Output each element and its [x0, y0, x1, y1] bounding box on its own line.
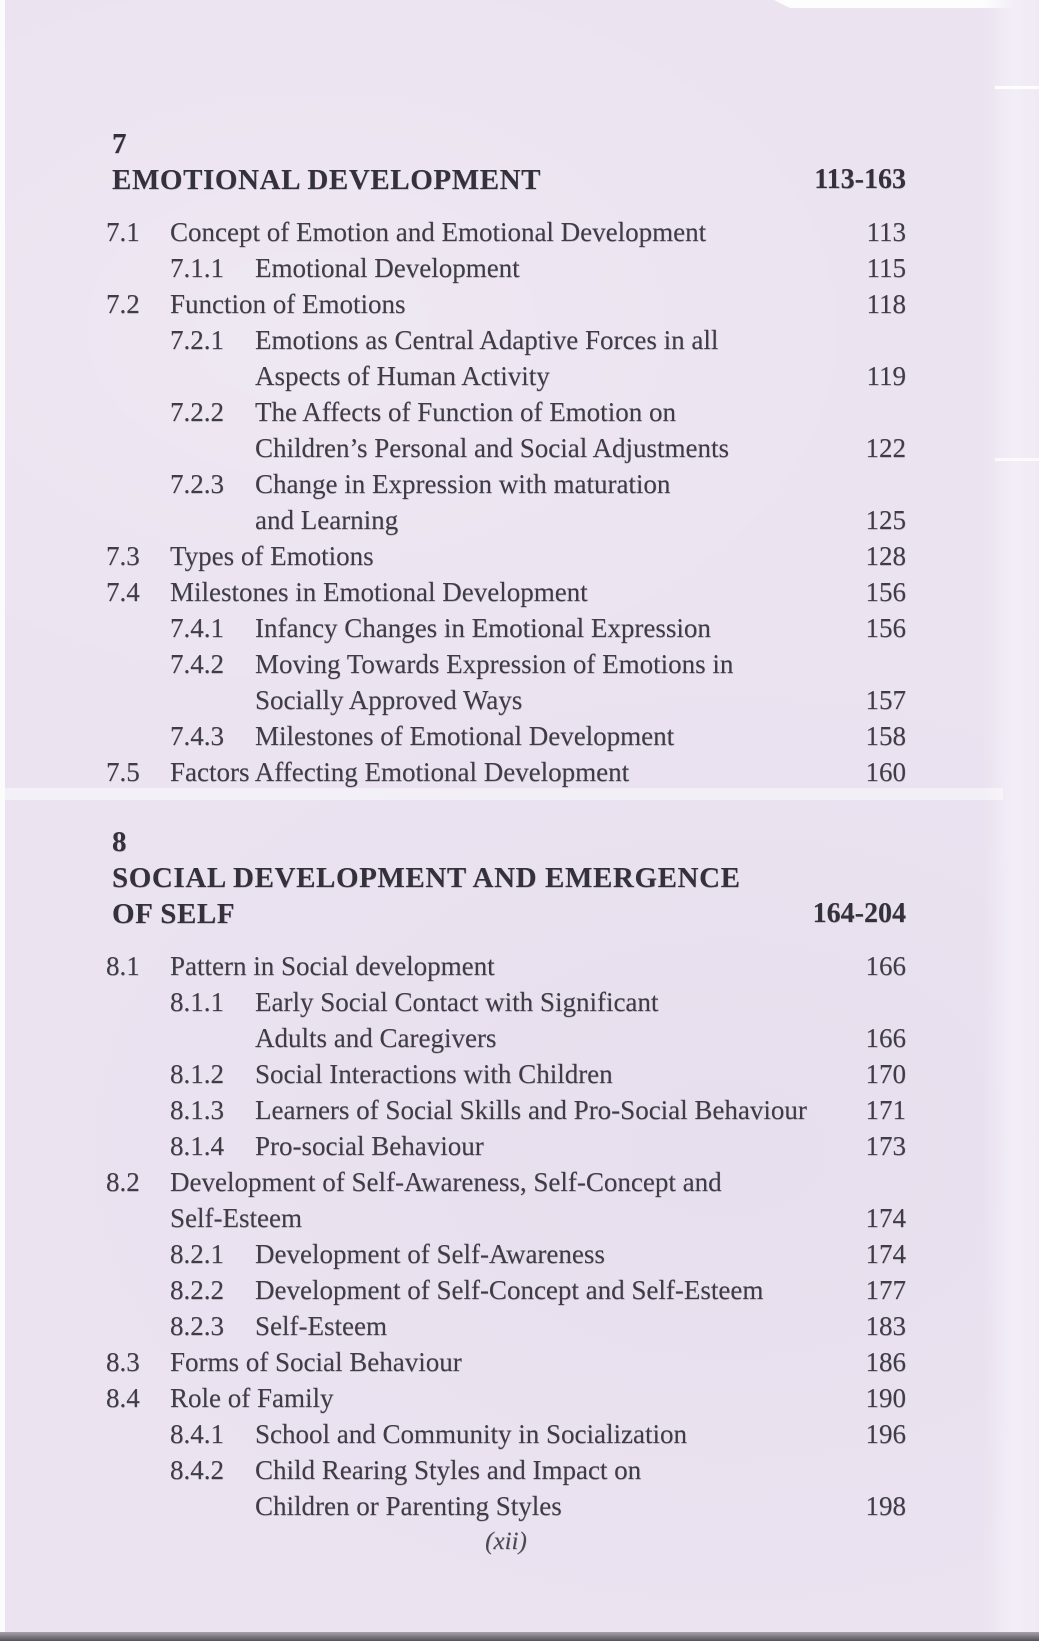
- entry-number: 8.2.3: [170, 1311, 224, 1341]
- toc-entry: [170, 1200, 906, 1236]
- entry-title: Adults and Caregivers: [255, 1023, 497, 1053]
- toc-entry: [255, 358, 906, 394]
- toc-entry: [106, 754, 906, 790]
- entry-page: 122: [865, 433, 906, 463]
- toc-entry: [170, 984, 906, 1020]
- entry-page: 174: [865, 1203, 906, 1233]
- entry-page: [896, 1164, 906, 1200]
- entry-title: and Learning: [255, 505, 399, 535]
- chapter-title-line: [106, 162, 906, 198]
- toc-entry: [170, 322, 906, 358]
- toc-entry: [170, 1236, 906, 1272]
- entry-title: Milestones in Emotional Development: [170, 577, 588, 607]
- scan-edge-bottom: [0, 1632, 1039, 1641]
- entry-page: [896, 1452, 906, 1488]
- chapter-title: OF SELF: [112, 898, 236, 930]
- chapter-title-line: [106, 896, 906, 932]
- entry-title: Social Interactions with Children: [255, 1059, 613, 1089]
- entry-page: 157: [865, 685, 906, 715]
- entry-page: 113: [866, 217, 906, 247]
- toc-entry: [106, 1164, 906, 1200]
- entry-number: 7.4.1: [170, 613, 224, 643]
- entry-page: 166: [865, 1023, 906, 1053]
- toc-entry: [255, 1488, 906, 1524]
- entry-page: 115: [866, 253, 906, 283]
- entry-number: 8.1.2: [170, 1059, 224, 1089]
- entry-title: Development of Self-Awareness: [255, 1239, 605, 1269]
- entry-page: 128: [865, 541, 906, 571]
- entry-number: 8.4: [106, 1383, 140, 1413]
- entry-title: The Affects of Function of Emotion on: [255, 397, 676, 427]
- entry-title: Concept of Emotion and Emotional Development: [170, 217, 707, 247]
- toc-entry: [170, 1272, 906, 1308]
- toc-entry: [106, 948, 906, 984]
- entry-page: [896, 466, 906, 502]
- entry-number: 8.1.1: [170, 987, 224, 1017]
- toc-entry: [170, 610, 906, 646]
- toc-entry: [255, 682, 906, 718]
- entry-page: 118: [866, 289, 906, 319]
- entry-title: Pattern in Social development: [170, 951, 495, 981]
- chapter-title: EMOTIONAL DEVELOPMENT: [112, 164, 542, 196]
- entry-page: 174: [865, 1239, 906, 1269]
- toc-entry: [170, 646, 906, 682]
- entry-number: 7.2.1: [170, 325, 224, 355]
- toc-entry: [170, 1128, 906, 1164]
- entry-title: Self-Esteem: [170, 1203, 302, 1233]
- entry-title: Pro-social Behaviour: [255, 1131, 484, 1161]
- entry-title: Milestones of Emotional Development: [255, 721, 675, 751]
- entry-page: [896, 394, 906, 430]
- entry-title: Forms of Social Behaviour: [170, 1347, 462, 1377]
- entry-page: 177: [865, 1275, 906, 1305]
- entry-number: 7.2.3: [170, 469, 224, 499]
- chapter-heading: [106, 162, 906, 198]
- toc-entry: [170, 250, 906, 286]
- toc-entry: [170, 466, 906, 502]
- entry-page: 170: [865, 1059, 906, 1089]
- entry-title: Infancy Changes in Emotional Expression: [255, 613, 711, 643]
- entry-page: 158: [865, 721, 906, 751]
- toc-entry: [255, 430, 906, 466]
- entry-page: 196: [865, 1419, 906, 1449]
- entry-page: 183: [865, 1311, 906, 1341]
- toc-entry: [106, 286, 906, 322]
- toc-entry: [106, 574, 906, 610]
- entry-title: Emotions as Central Adaptive Forces in all: [255, 325, 719, 355]
- entry-page: 166: [865, 951, 906, 981]
- entry-title: Factors Affecting Emotional Development: [170, 757, 630, 787]
- entry-title: Development of Self-Concept and Self-Esteem: [255, 1275, 764, 1305]
- entry-title: Change in Expression with maturation: [255, 469, 671, 499]
- entry-title: Child Rearing Styles and Impact on: [255, 1455, 642, 1485]
- toc-entry: [170, 1056, 906, 1092]
- entry-list: [106, 214, 906, 790]
- entry-page: 190: [865, 1383, 906, 1413]
- entry-title: Emotional Development: [255, 253, 520, 283]
- chapter-title: SOCIAL DEVELOPMENT AND EMERGENCE: [112, 862, 741, 894]
- entry-number: 7.2.2: [170, 397, 224, 427]
- entry-title: Types of Emotions: [170, 541, 374, 571]
- toc: [106, 126, 906, 1524]
- entry-page: 198: [865, 1491, 906, 1521]
- toc-entry: [170, 1092, 906, 1128]
- toc-chapter: [106, 824, 906, 1524]
- toc-entry: [106, 538, 906, 574]
- entry-number: 8.1.3: [170, 1095, 224, 1125]
- entry-title: Moving Towards Expression of Emotions in: [255, 649, 734, 679]
- chapter-title-line: [106, 860, 906, 896]
- entry-number: 7.1.1: [170, 253, 224, 283]
- entry-list: [106, 948, 906, 1524]
- toc-entry: [170, 1452, 906, 1488]
- entry-page: [896, 646, 906, 682]
- entry-number: 8.3: [106, 1347, 140, 1377]
- entry-number: 7.3: [106, 541, 140, 571]
- chapter-number: 7: [112, 128, 127, 160]
- toc-entry: [170, 1308, 906, 1344]
- entry-title: Function of Emotions: [170, 289, 406, 319]
- scan-artifact-line: [995, 86, 1039, 89]
- entry-title: Aspects of Human Activity: [255, 361, 550, 391]
- chapter-page-range: 113-163: [814, 164, 906, 195]
- entry-title: Children’s Personal and Social Adjustments: [255, 433, 729, 463]
- scan-artifact-line: [995, 458, 1039, 461]
- entry-page: [896, 322, 906, 358]
- toc-entry: [170, 394, 906, 430]
- entry-page: 125: [865, 505, 906, 535]
- entry-page: 119: [866, 361, 906, 391]
- entry-title: Self-Esteem: [255, 1311, 387, 1341]
- entry-title: Development of Self-Awareness, Self-Concept and: [170, 1167, 722, 1197]
- entry-page: 171: [865, 1095, 906, 1125]
- entry-title: Role of Family: [170, 1383, 334, 1413]
- entry-number: 7.4: [106, 577, 140, 607]
- toc-entry: [170, 718, 906, 754]
- entry-number: 7.1: [106, 217, 140, 247]
- toc-entry: [106, 1380, 906, 1416]
- entry-page: 156: [865, 613, 906, 643]
- entry-number: 7.4.2: [170, 649, 224, 679]
- entry-number: 8.1.4: [170, 1131, 224, 1161]
- entry-number: 8.2.2: [170, 1275, 224, 1305]
- toc-entry: [170, 1416, 906, 1452]
- scan-edge-right: [983, 0, 1039, 1641]
- entry-title: School and Community in Socialization: [255, 1419, 687, 1449]
- chapter-heading: [106, 860, 906, 932]
- entry-number: 7.2: [106, 289, 140, 319]
- toc-entry: [106, 214, 906, 250]
- entry-title: Learners of Social Skills and Pro-Social Behaviour: [255, 1095, 807, 1125]
- toc-entry: [255, 1020, 906, 1056]
- toc-entry: [255, 502, 906, 538]
- entry-number: 8.2.1: [170, 1239, 224, 1269]
- chapter-number: 8: [112, 826, 127, 858]
- toc-entry: [106, 1344, 906, 1380]
- entry-page: 156: [865, 577, 906, 607]
- entry-number: 8.2: [106, 1167, 140, 1197]
- toc-chapter: [106, 126, 906, 790]
- entry-title: Socially Approved Ways: [255, 685, 523, 715]
- entry-number: 8.1: [106, 951, 140, 981]
- entry-page: 160: [865, 757, 906, 787]
- chapter-page-range: 164-204: [812, 898, 906, 929]
- entry-page: [896, 984, 906, 1020]
- entry-title: Children or Parenting Styles: [255, 1491, 562, 1521]
- scan-edge-left: [0, 0, 5, 1641]
- page-number-footer: (xii): [485, 1528, 527, 1555]
- entry-number: 8.4.1: [170, 1419, 224, 1449]
- entry-title: Early Social Contact with Significant: [255, 987, 659, 1017]
- entry-page: 186: [865, 1347, 906, 1377]
- entry-number: 8.4.2: [170, 1455, 224, 1485]
- entry-page: 173: [865, 1131, 906, 1161]
- entry-number: 7.5: [106, 757, 140, 787]
- entry-number: 7.4.3: [170, 721, 224, 751]
